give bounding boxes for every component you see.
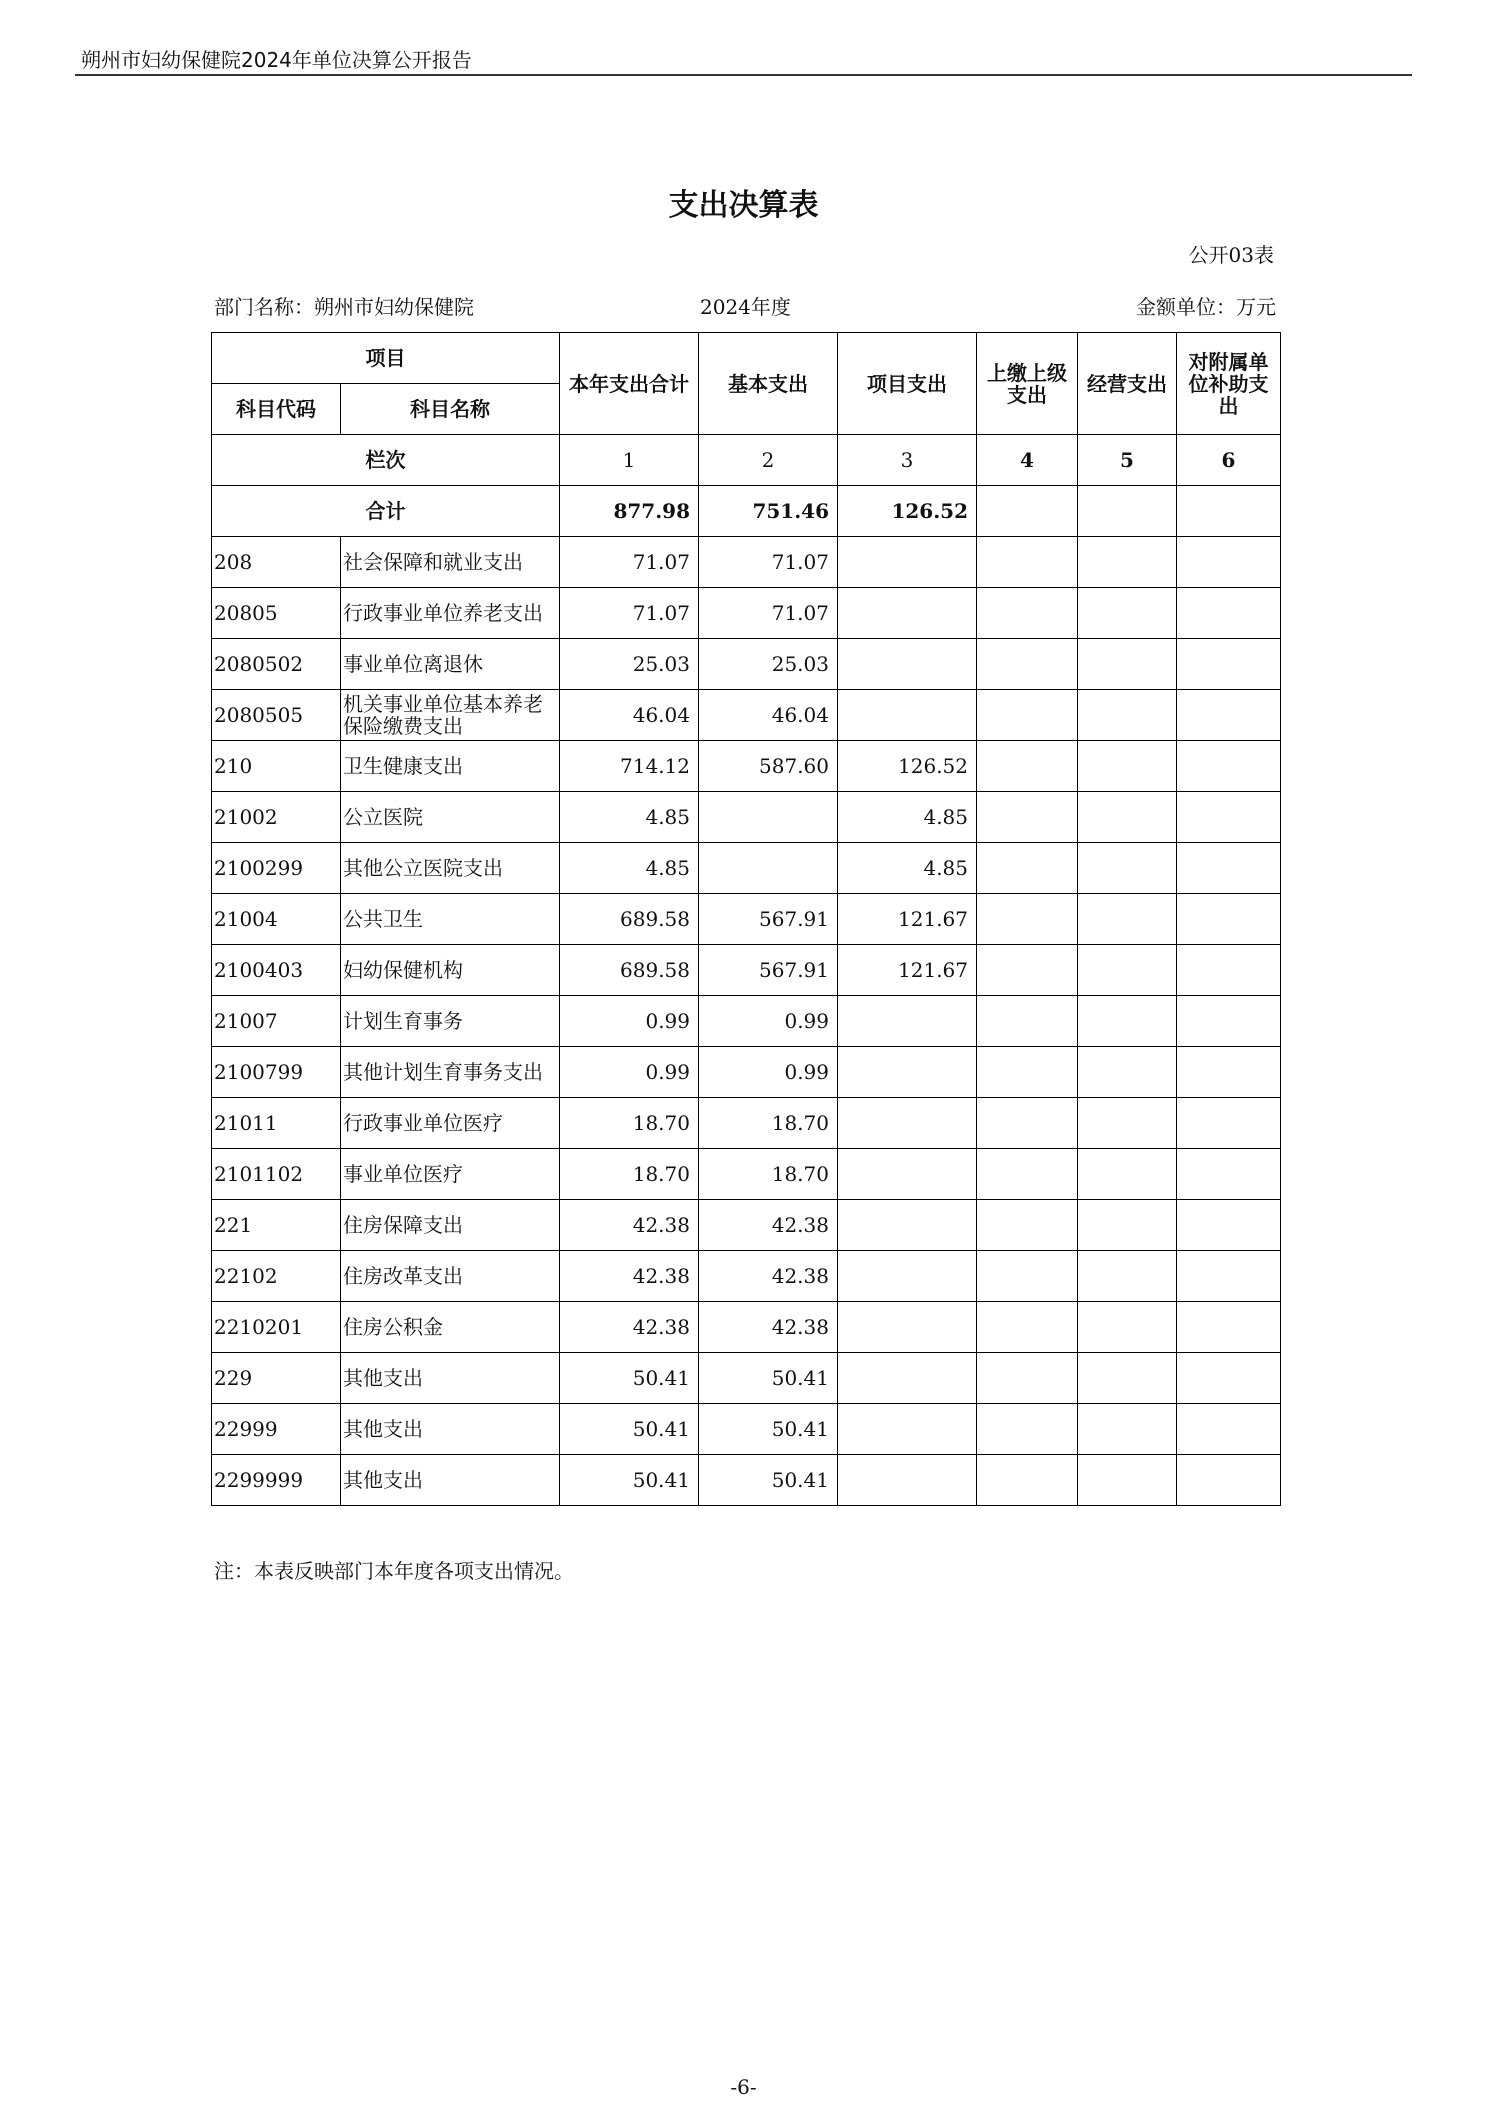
- seq-cell: 6: [1177, 435, 1281, 486]
- name-cell: 其他支出: [341, 1404, 560, 1455]
- value-cell: 567.91: [699, 894, 838, 945]
- name-cell: 其他计划生育事务支出: [341, 1047, 560, 1098]
- code-cell: 21004: [212, 894, 341, 945]
- value-cell: 4.85: [838, 792, 977, 843]
- table-row: [212, 588, 1281, 639]
- value-cell: 71.07: [699, 588, 838, 639]
- code-cell: 21007: [212, 996, 341, 1047]
- col-item-header: 项目: [212, 333, 560, 384]
- value-cell: 42.38: [699, 1200, 838, 1251]
- value-cell: [1177, 894, 1281, 945]
- seq-cell: 2: [699, 435, 838, 486]
- value-cell: [977, 537, 1078, 588]
- value-cell: [1078, 741, 1177, 792]
- name-cell: 妇幼保健机构: [341, 945, 560, 996]
- seq-label: 栏次: [212, 435, 560, 486]
- value-cell: [977, 1251, 1078, 1302]
- value-cell: [977, 1404, 1078, 1455]
- value-cell: [1177, 537, 1281, 588]
- code-cell: 2100403: [212, 945, 341, 996]
- value-cell: [977, 945, 1078, 996]
- value-cell: 71.07: [699, 537, 838, 588]
- value-cell: [1078, 639, 1177, 690]
- value-cell: [1177, 996, 1281, 1047]
- code-cell: 2100799: [212, 1047, 341, 1098]
- table-row: [212, 1200, 1281, 1251]
- value-cell: [1078, 1200, 1177, 1251]
- value-cell: 50.41: [560, 1353, 699, 1404]
- value-cell: [838, 1353, 977, 1404]
- table-row: [212, 1251, 1281, 1302]
- value-cell: 46.04: [699, 690, 838, 741]
- name-cell: 卫生健康支出: [341, 741, 560, 792]
- value-cell: [1177, 1302, 1281, 1353]
- code-cell: 2100299: [212, 843, 341, 894]
- value-cell: [977, 1149, 1078, 1200]
- value-cell: [1078, 1404, 1177, 1455]
- value-cell: 42.38: [560, 1200, 699, 1251]
- value-cell: 689.58: [560, 945, 699, 996]
- value-cell: [977, 792, 1078, 843]
- value-cell: [1078, 843, 1177, 894]
- value-cell: [977, 639, 1078, 690]
- value-cell: 0.99: [560, 996, 699, 1047]
- table-row: [212, 1302, 1281, 1353]
- code-cell: 21011: [212, 1098, 341, 1149]
- value-cell: [1177, 1200, 1281, 1251]
- code-cell: 2299999: [212, 1455, 341, 1506]
- table-row: [212, 996, 1281, 1047]
- value-cell: 689.58: [560, 894, 699, 945]
- col-project-header: 项目支出: [838, 333, 977, 435]
- value-cell: 42.38: [560, 1302, 699, 1353]
- name-cell: 机关事业单位基本养老保险缴费支出: [341, 690, 560, 741]
- value-cell: [977, 1455, 1078, 1506]
- value-cell: 50.41: [699, 1404, 838, 1455]
- name-cell: 事业单位医疗: [341, 1149, 560, 1200]
- value-cell: [1078, 1455, 1177, 1506]
- value-cell: [977, 690, 1078, 741]
- value-cell: 42.38: [699, 1302, 838, 1353]
- total-cell: [977, 486, 1078, 537]
- value-cell: [1078, 996, 1177, 1047]
- value-cell: [1078, 945, 1177, 996]
- code-cell: 2080502: [212, 639, 341, 690]
- value-cell: [1078, 690, 1177, 741]
- value-cell: [977, 996, 1078, 1047]
- value-cell: [1078, 792, 1177, 843]
- name-cell: 计划生育事务: [341, 996, 560, 1047]
- code-cell: 22999: [212, 1404, 341, 1455]
- table-row: [212, 741, 1281, 792]
- value-cell: [1078, 588, 1177, 639]
- value-cell: 42.38: [560, 1251, 699, 1302]
- value-cell: 50.41: [699, 1455, 838, 1506]
- seq-cell: 4: [977, 435, 1078, 486]
- form-number: 公开03表: [1188, 243, 1274, 267]
- table-row: [212, 1353, 1281, 1404]
- value-cell: 121.67: [838, 894, 977, 945]
- value-cell: [977, 1098, 1078, 1149]
- value-cell: 18.70: [560, 1149, 699, 1200]
- col-upper-header: 上缴上级支出: [977, 333, 1078, 435]
- code-cell: 21002: [212, 792, 341, 843]
- value-cell: [977, 894, 1078, 945]
- name-cell: 社会保障和就业支出: [341, 537, 560, 588]
- fiscal-year: 2024年度: [700, 295, 791, 319]
- value-cell: [1177, 639, 1281, 690]
- value-cell: [977, 1200, 1078, 1251]
- expenditure-table: [211, 332, 1281, 1506]
- value-cell: [1177, 1149, 1281, 1200]
- amount-unit: 金额单位：万元: [1136, 295, 1276, 319]
- col-total-header: 本年支出合计: [560, 333, 699, 435]
- value-cell: [1078, 1353, 1177, 1404]
- name-cell: 其他支出: [341, 1455, 560, 1506]
- name-cell: 住房公积金: [341, 1302, 560, 1353]
- value-cell: 4.85: [560, 792, 699, 843]
- table-title: 支出决算表: [668, 188, 819, 223]
- value-cell: 50.41: [560, 1404, 699, 1455]
- value-cell: 0.99: [699, 1047, 838, 1098]
- value-cell: 587.60: [699, 741, 838, 792]
- value-cell: [977, 588, 1078, 639]
- total-row: [212, 486, 1281, 537]
- value-cell: 126.52: [838, 741, 977, 792]
- value-cell: [838, 1455, 977, 1506]
- page-number: -6-: [730, 2075, 757, 2099]
- value-cell: 0.99: [560, 1047, 699, 1098]
- value-cell: [838, 1200, 977, 1251]
- value-cell: [977, 843, 1078, 894]
- value-cell: 4.85: [560, 843, 699, 894]
- value-cell: [838, 690, 977, 741]
- table-row: [212, 945, 1281, 996]
- total-cell: 877.98: [560, 486, 699, 537]
- value-cell: [1177, 1047, 1281, 1098]
- value-cell: [838, 537, 977, 588]
- header-divider: [75, 74, 1412, 76]
- table-row: [212, 1149, 1281, 1200]
- value-cell: 0.99: [699, 996, 838, 1047]
- value-cell: 567.91: [699, 945, 838, 996]
- value-cell: 18.70: [560, 1098, 699, 1149]
- value-cell: [1177, 1455, 1281, 1506]
- value-cell: 42.38: [699, 1251, 838, 1302]
- table-row: [212, 843, 1281, 894]
- value-cell: [1078, 1149, 1177, 1200]
- value-cell: [1177, 945, 1281, 996]
- code-cell: 2101102: [212, 1149, 341, 1200]
- value-cell: [1177, 1251, 1281, 1302]
- value-cell: [977, 741, 1078, 792]
- seq-cell: 3: [838, 435, 977, 486]
- code-cell: 208: [212, 537, 341, 588]
- name-cell: 事业单位离退休: [341, 639, 560, 690]
- value-cell: [838, 639, 977, 690]
- value-cell: [1177, 792, 1281, 843]
- value-cell: [1177, 741, 1281, 792]
- col-subsidy-header: 对附属单位补助支出: [1177, 333, 1281, 435]
- total-cell: 126.52: [838, 486, 977, 537]
- total-label: 合计: [212, 486, 560, 537]
- value-cell: [1078, 1302, 1177, 1353]
- col-name-header: 科目名称: [341, 384, 560, 435]
- col-basic-header: 基本支出: [699, 333, 838, 435]
- value-cell: [977, 1302, 1078, 1353]
- value-cell: [1177, 843, 1281, 894]
- value-cell: 18.70: [699, 1098, 838, 1149]
- table-row: [212, 792, 1281, 843]
- table-row: [212, 639, 1281, 690]
- value-cell: [1078, 1251, 1177, 1302]
- department-name: 部门名称：朔州市妇幼保健院: [214, 295, 474, 319]
- table-row: [212, 1098, 1281, 1149]
- code-cell: 210: [212, 741, 341, 792]
- table-row: [212, 894, 1281, 945]
- table-row: [212, 1404, 1281, 1455]
- value-cell: [838, 1404, 977, 1455]
- name-cell: 住房改革支出: [341, 1251, 560, 1302]
- value-cell: [838, 1251, 977, 1302]
- value-cell: [699, 843, 838, 894]
- value-cell: 25.03: [699, 639, 838, 690]
- name-cell: 住房保障支出: [341, 1200, 560, 1251]
- name-cell: 行政事业单位养老支出: [341, 588, 560, 639]
- value-cell: [1177, 588, 1281, 639]
- value-cell: [977, 1047, 1078, 1098]
- total-cell: [1078, 486, 1177, 537]
- value-cell: [838, 1098, 977, 1149]
- value-cell: [1177, 1404, 1281, 1455]
- code-cell: 221: [212, 1200, 341, 1251]
- name-cell: 其他公立医院支出: [341, 843, 560, 894]
- code-cell: 22102: [212, 1251, 341, 1302]
- table-note: 注：本表反映部门本年度各项支出情况。: [214, 1559, 574, 1583]
- value-cell: 25.03: [560, 639, 699, 690]
- value-cell: [1078, 537, 1177, 588]
- value-cell: [977, 1353, 1078, 1404]
- value-cell: 46.04: [560, 690, 699, 741]
- value-cell: 50.41: [699, 1353, 838, 1404]
- total-cell: [1177, 486, 1281, 537]
- col-business-header: 经营支出: [1078, 333, 1177, 435]
- code-cell: 20805: [212, 588, 341, 639]
- value-cell: [838, 996, 977, 1047]
- table-row: [212, 690, 1281, 741]
- table-row: [212, 537, 1281, 588]
- value-cell: [1078, 1047, 1177, 1098]
- table-row: [212, 1455, 1281, 1506]
- value-cell: [838, 1302, 977, 1353]
- total-cell: 751.46: [699, 486, 838, 537]
- report-header-title: 朔州市妇幼保健院2024年单位决算公开报告: [81, 48, 472, 72]
- header-row-1: [212, 333, 1281, 384]
- seq-row: [212, 435, 1281, 486]
- value-cell: 4.85: [838, 843, 977, 894]
- name-cell: 公立医院: [341, 792, 560, 843]
- value-cell: [1177, 690, 1281, 741]
- value-cell: 18.70: [699, 1149, 838, 1200]
- value-cell: 71.07: [560, 537, 699, 588]
- name-cell: 行政事业单位医疗: [341, 1098, 560, 1149]
- value-cell: [699, 792, 838, 843]
- value-cell: 50.41: [560, 1455, 699, 1506]
- code-cell: 2080505: [212, 690, 341, 741]
- name-cell: 其他支出: [341, 1353, 560, 1404]
- value-cell: [838, 1047, 977, 1098]
- code-cell: 229: [212, 1353, 341, 1404]
- value-cell: 714.12: [560, 741, 699, 792]
- value-cell: [1177, 1353, 1281, 1404]
- value-cell: [838, 588, 977, 639]
- seq-cell: 5: [1078, 435, 1177, 486]
- seq-cell: 1: [560, 435, 699, 486]
- value-cell: 71.07: [560, 588, 699, 639]
- value-cell: 121.67: [838, 945, 977, 996]
- col-code-header: 科目代码: [212, 384, 341, 435]
- value-cell: [1078, 894, 1177, 945]
- value-cell: [838, 1149, 977, 1200]
- table-row: [212, 1047, 1281, 1098]
- value-cell: [1177, 1098, 1281, 1149]
- value-cell: [1078, 1098, 1177, 1149]
- code-cell: 2210201: [212, 1302, 341, 1353]
- name-cell: 公共卫生: [341, 894, 560, 945]
